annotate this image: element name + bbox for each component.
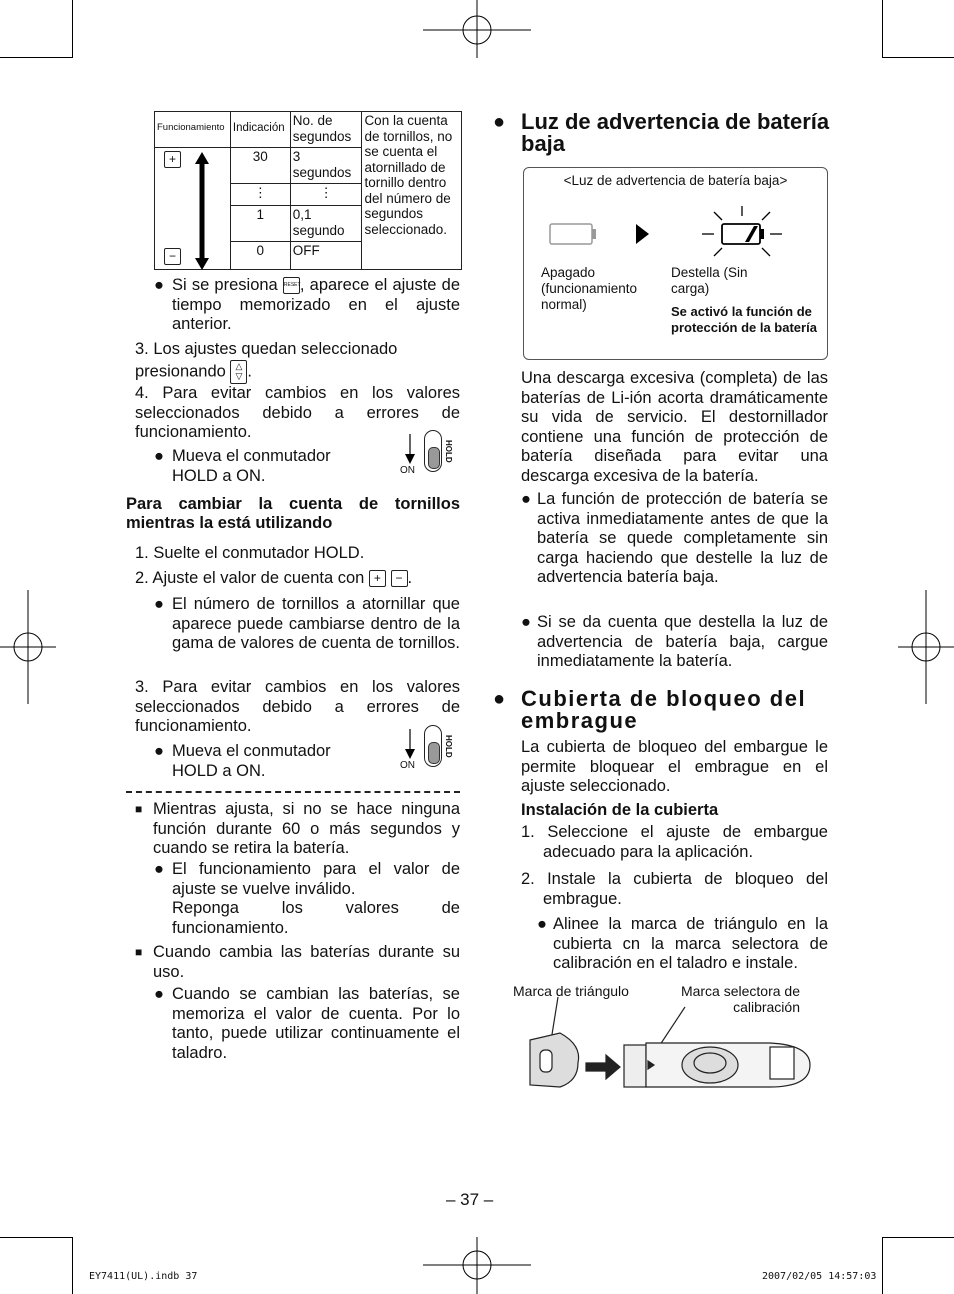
col-header-seconds: No. de segundos <box>290 112 362 148</box>
label-blink: Destella (Sin carga) <box>671 265 748 296</box>
heading-battery-warning: ● Luz de advertencia de batería baja <box>493 109 830 156</box>
count-step-1: 1. Suelte el conmutador HOLD. <box>135 544 365 562</box>
cell-sec-dots: ⋮ <box>290 184 362 206</box>
footer-date: 2007/02/05 14:57:03 <box>762 1271 877 1282</box>
cell-ind-1: 1 <box>230 206 290 242</box>
label-selector-mark: Marca selectora de calibración <box>680 983 800 1015</box>
hold-switch-icon: ON HOLD <box>400 428 460 478</box>
hold-bullet-2: ● Mueva el conmutador HOLD a ON. <box>154 742 331 780</box>
page-number: – 37 – <box>446 1190 494 1209</box>
note-2: ■ Cuando cambia las baterías durante su uso. <box>135 943 460 981</box>
note-2-bullet: ● Cuando se cambian las baterías, se memoriza el valor de cuenta. Por lo tanto, puede utilizar continuamente el taladro. <box>154 985 460 1062</box>
cell-ind-30: 30 <box>230 148 290 184</box>
footer-file: EY7411(UL).indb 37 <box>89 1271 198 1282</box>
operation-cell <box>155 148 231 270</box>
label-protection: Se activó la función de protección de la batería <box>671 304 817 335</box>
subheading-count: Para cambiar la cuenta de tornillos mientras la está utilizando <box>126 495 460 532</box>
label-triangle-mark: Marca de triángulo <box>513 983 629 999</box>
divider-dashed <box>126 791 460 793</box>
step-4: 4. Para evitar cambios en los valores seleccionados debido a errores de funcionamiento. <box>135 384 460 441</box>
clutch-cover-illustration <box>520 995 815 1090</box>
bullet-protection: ● La función de protección de batería se activa inmediatamente antes de que la batería se quede completamente sin carga haciendo que destelle la luz de advertencia batería baja. <box>521 490 828 586</box>
install-bullet: ● Alinee la marca de triángulo en la cubierta cn la marca selectora de calibración en el taladro e instale. <box>537 915 828 972</box>
plus-icon: + <box>369 570 386 587</box>
cell-sec-3: 3 segundos <box>290 148 362 184</box>
minus-icon: − <box>391 570 408 587</box>
cell-ind-0: 0 <box>230 242 290 270</box>
note-1: ■ Mientras ajusta, si no se hace ninguna función durante 60 o más segundos y cuando se retira la batería. <box>135 800 460 857</box>
updown-button-icon: △ ▽ <box>230 360 247 384</box>
para-clutch: La cubierta de bloqueo del embargue le permite bloquear el embrague en el ajuste seleccionado. <box>521 738 828 795</box>
reset-button-icon: RESET <box>283 277 300 294</box>
bullet-reset: ● Si se presiona RESET, aparece el ajuste de tiempo memorizado en el ajuste anterior. <box>154 276 461 333</box>
battery-warning-box <box>523 167 828 360</box>
updown-arrow-icon <box>193 152 211 270</box>
hold-bullet-1: ● Mueva el conmutador HOLD a ON. <box>154 447 331 485</box>
install-step-2: 2. Instale la cubierta de bloqueo del embrague. <box>521 870 828 908</box>
subheading-install: Instalación de la cubierta <box>521 801 719 819</box>
cell-sec-off: OFF <box>290 242 362 270</box>
battery-icons <box>544 204 804 264</box>
cell-ind-dots: ⋮ <box>230 184 290 206</box>
step-3: 3. Los ajustes quedan seleccionado presionando △ ▽ . <box>135 340 460 384</box>
note-1-bullet: ● El funcionamiento para el valor de ajuste se vuelve inválido. Reponga los valores de funcionamiento. <box>154 860 460 937</box>
bullet-recharge: ● Si se da cuenta que destella la luz de advertencia de batería baja, cargue inmediatamente la batería. <box>521 613 828 670</box>
label-off: Apagado (funcionamiento normal) <box>541 265 638 312</box>
heading-clutch-cover: ● Cubierta de bloqueo del embrague <box>493 686 807 733</box>
col-header-operation: Funcionamiento <box>155 112 231 148</box>
count-bullet: ● El número de tornillos a atornillar que aparece puede cambiarse dentro de la gama de valores de cuenta de tornillos. <box>154 595 461 652</box>
minus-button-icon: − <box>164 248 181 265</box>
count-step-3: 3. Para evitar cambios en los valores seleccionados debido a errores de funcionamiento. <box>135 678 460 735</box>
settings-table <box>154 111 462 270</box>
para-discharge: Una descarga excesiva (completa) de las baterías de Li-ión acorta dramáticamente su vida de servicio. El destornillador contiene una función de protección de batería diseñada para evitar una descarga excesiva de la batería. <box>521 369 828 485</box>
col-header-note: Con la cuenta de tornillos, no se cuenta el atornillado de tornillo dentro del número de segundos seleccionado. <box>362 112 462 270</box>
col-header-indication: Indicación <box>230 112 290 148</box>
plus-button-icon: + <box>164 151 181 168</box>
box-title: <Luz de advertencia de batería baja> <box>563 173 788 188</box>
hold-switch-icon-2: ON HOLD <box>400 723 460 773</box>
count-step-2: 2. Ajuste el valor de cuenta con + − . <box>135 569 413 587</box>
install-step-1: 1. Seleccione el ajuste de embargue adecuado para la aplicación. <box>521 823 828 861</box>
cell-sec-01: 0,1 segundo <box>290 206 362 242</box>
